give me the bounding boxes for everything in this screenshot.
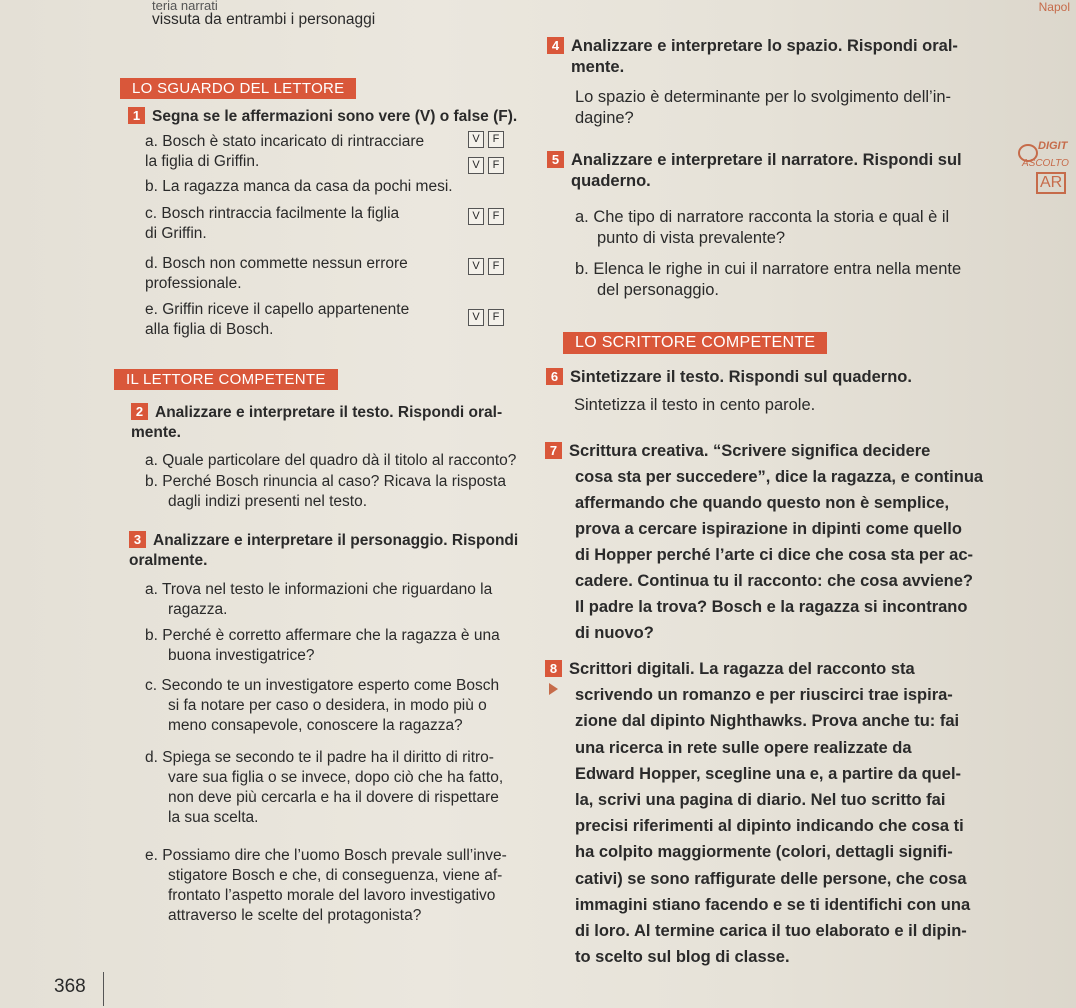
ex6-title: 6 Sintetizzare il testo. Rispondi sul quaderno. — [546, 367, 912, 388]
ex8-body: 8 Scrittori digitali. La ragazza del racconto sta scrivendo un romanzo e per riuscirci trae ispira- zione dal dipinto Nighthawks. Prova anche tu: fai una ricerca in rete sulle opere realizzate da Edward Hopper, scegline una e, a partire da quel- la, scrivi una pagina di diario. Nel tuo scritto fai precisi riferimenti al dipinto indicando che cosa ti ha colpito maggiormente (colori, dettagli signifi- cativi) se sono raffigurate delle persone, che cosa immagini stiano facendo e se ti identifichi con una di loro. Al termine carica il tuo elaborato e il dipin- to scelto sul blog di classe. — [545, 656, 970, 970]
ex4-title: 4 Analizzare e interpretare lo spazio. Rispondi oral- mente. — [547, 36, 958, 78]
section-label-lettore: IL LETTORE COMPETENTE — [114, 369, 338, 390]
ex5-item-a: a. Che tipo di narratore racconta la storia e qual è il punto di vista prevalente? — [575, 208, 950, 247]
ex7-number: 7 — [545, 442, 562, 459]
ex3-number: 3 — [129, 531, 146, 548]
ex1-item-e: e. Griffin riceve il capello appartenente alla figlia di Bosch. — [145, 301, 410, 338]
ex1-item-d: d. Bosch non commette nessun errore professionale. — [145, 255, 408, 292]
ex3-title: 3 Analizzare e interpretare il personaggio. Rispondi oralmente. — [129, 532, 519, 569]
page-number: 368 — [54, 976, 86, 997]
ex1-number: 1 — [128, 107, 145, 124]
ex6-body: Sintetizza il testo in cento parole. — [574, 396, 816, 414]
ex5-item-b: b. Elenca le righe in cui il narratore entra nella mente del personaggio. — [575, 260, 962, 299]
vf-checkbox-d[interactable]: V F — [468, 258, 504, 275]
ex8-number: 8 — [545, 660, 562, 677]
ex2-item-b: b. Perché Bosch rinuncia al caso? Ricava la risposta dagli indizi presenti nel testo. — [145, 473, 506, 510]
top-fragment-1: teria narrati — [152, 0, 218, 13]
ex1-title: 1 Segna se le affermazioni sono vere (V) o false (F). — [128, 107, 517, 127]
vf-checkbox-a[interactable]: V F — [468, 131, 504, 148]
ex2-item-a: a. Quale particolare del quadro dà il titolo al racconto? — [145, 452, 517, 469]
ex2-title: 2 Analizzare e interpretare il testo. Rispondi oral- mente. — [131, 404, 503, 441]
digit-ascolto-badge[interactable]: DIGIT ASCOLTO AR — [1018, 138, 1064, 208]
ex1-item-a: a. Bosch è stato incaricato di rintracciare la figlia di Griffin. — [145, 133, 425, 170]
top-fragment-2: vissuta da entrambi i personaggi — [152, 11, 376, 28]
ex2-number: 2 — [131, 403, 148, 420]
ex1-item-c: c. Bosch rintraccia facilmente la figlia di Griffin. — [145, 205, 400, 242]
vf-checkbox-b[interactable]: V F — [468, 157, 504, 174]
vf-checkbox-e[interactable]: V F — [468, 309, 504, 326]
ex4-body: Lo spazio è determinante per lo svolgimento dell’in- dagine? — [575, 88, 952, 127]
ex3-item-a: a. Trova nel testo le informazioni che riguardano la ragazza. — [145, 581, 493, 618]
vf-checkbox-c[interactable]: V F — [468, 208, 504, 225]
section-label-sguardo: LO SGUARDO DEL LETTORE — [120, 78, 356, 99]
ex1-item-b: b. La ragazza manca da casa da pochi mesi. — [145, 178, 453, 195]
ex4-number: 4 — [547, 37, 564, 54]
ex3-item-e: e. Possiamo dire che l’uomo Bosch prevale sull’inve- stigatore Bosch e che, di conseguenza, viene af- frontato l’aspetto morale del lavoro investigativo attraverso le scelte del protagonista? — [145, 847, 507, 924]
ar-icon: AR — [1036, 172, 1066, 194]
ex7-body: 7 Scrittura creativa. “Scrivere significa decidere cosa sta per succedere”, dice la ragazza, e continua affermando che quando questo non è semplice, prova a cercare ispirazione in dipinti come quello di Hopper perché l’arte ci dice che cosa sta per ac- cadere. Continua tu il racconto: che cosa avviene? Il padre la trova? Bosch e la ragazza si incontrano di nuovo? — [545, 438, 983, 646]
ex3-item-d: d. Spiega se secondo te il padre ha il diritto di ritro- vare sua figlia o se invece, dopo ciò che ha fatto, non deve più cercarla e ha il dovere di rispettare la sua scelta. — [145, 749, 504, 826]
ex6-number: 6 — [546, 368, 563, 385]
ex3-item-c: c. Secondo te un investigatore esperto come Bosch si fa notare per caso o desidera, in modo più o meno consapevole, conoscere la ragazza? — [145, 677, 500, 734]
ex5-title: 5 Analizzare e interpretare il narratore. Rispondi sul quaderno. — [547, 150, 962, 192]
section-label-scrittore: LO SCRITTORE COMPETENTE — [563, 332, 827, 354]
ex5-number: 5 — [547, 151, 564, 168]
ex3-item-b: b. Perché è corretto affermare che la ragazza è una buona investigatrice? — [145, 627, 500, 664]
page-number-divider — [103, 972, 104, 1006]
corner-text: Napol — [1038, 0, 1070, 14]
